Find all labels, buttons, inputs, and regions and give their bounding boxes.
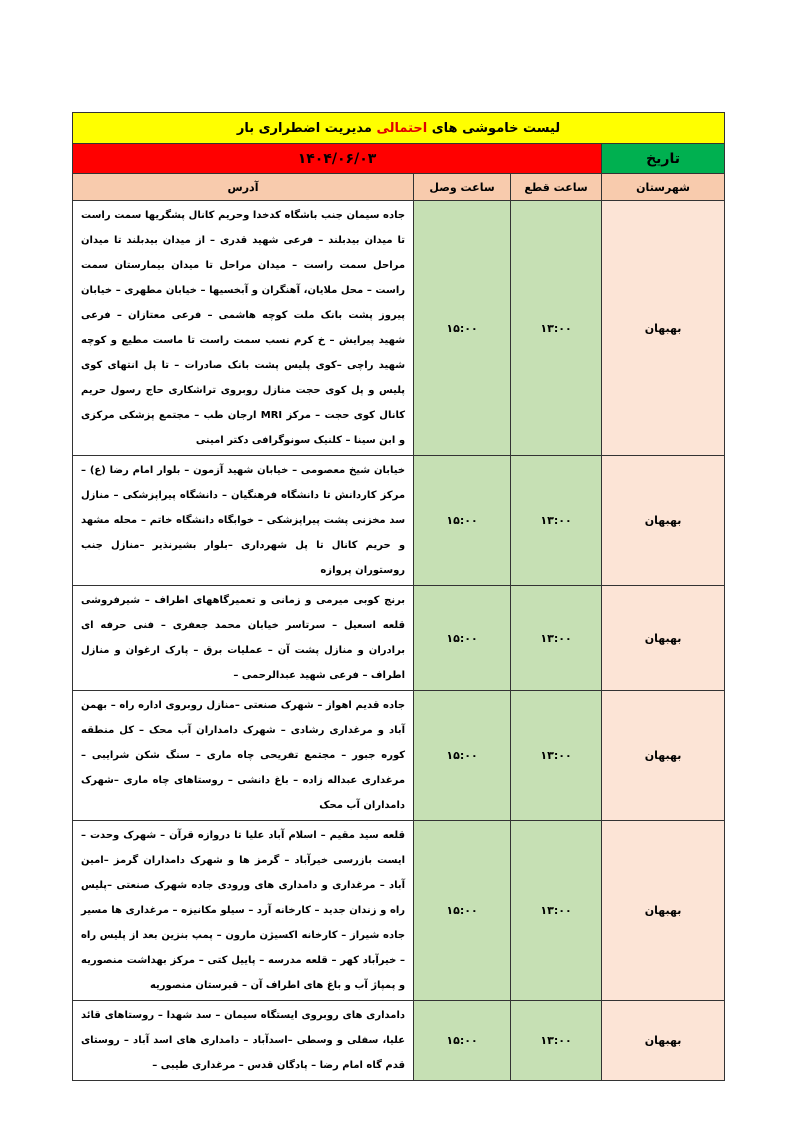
table-row xyxy=(73,691,725,821)
address-cell: جاده سیمان جنب باشگاه کدخدا وحریم کانال پشگریها سمت راست تا میدان بیدبلند – فرعی شهید قدری – از میدان بیدبلند تا میدان مراحل سمت راست – میدان مراحل تا میدان بیمارستان سمت راست – محل ملایان، آهنگران و آبخسیها – خیابان مطهری – خیابان پیروز پشت بانک ملت کوچه هاشمی – فرعی معتازان – فرعی شهید پیرایش – خ کرم نسب سمت راست تا ماست مطیع و کوچه شهید راچی –کوی پلیس پشت بانک صادرات – تا پل انتهای کوی پلیس و پل کوی حجت منازل روبروی تراشکاری حاج رسول حریم کانال کوی حجت – مرکز MRI ارجان طب – مجتمع پزشکی مرکزی و ابن سینا – کلنیک سونوگرافی دکتر امینی xyxy=(73,201,414,456)
date-value: ۱۴۰۴/۰۶/۰۳ xyxy=(73,144,602,174)
city-cell: بهبهان xyxy=(602,821,725,1001)
cut-time-cell: ۱۳:۰۰ xyxy=(511,1001,602,1081)
title-row xyxy=(73,113,725,144)
date-row xyxy=(73,144,725,174)
city-cell: بهبهان xyxy=(602,456,725,586)
connect-time-cell: ۱۵:۰۰ xyxy=(414,586,511,691)
city-cell: بهبهان xyxy=(602,1001,725,1081)
cut-time-cell: ۱۳:۰۰ xyxy=(511,456,602,586)
column-header-row xyxy=(73,174,725,201)
title-highlight: احتمالی xyxy=(376,120,428,136)
connect-time-cell: ۱۵:۰۰ xyxy=(414,201,511,456)
city-cell: بهبهان xyxy=(602,586,725,691)
address-cell: جاده قدیم اهواز – شهرک صنعتی –منازل روبروی اداره راه – بهمن آباد و مرغداری رشادی – شهرک دامداران آب محک – کل منطقه کوره جبور – مجتمع تفریحی چاه ماری – سنگ شکن شرایبی –مرغداری عبداله زاده – باغ دانشی – روستاهای چاه ماری –شهرک دامداران آب محک xyxy=(73,691,414,821)
table-row xyxy=(73,821,725,1001)
header-cut-time: ساعت قطع xyxy=(511,174,602,201)
header-connect-time: ساعت وصل xyxy=(414,174,511,201)
address-cell: قلعه سید مقیم – اسلام آباد علیا تا دروازه قرآن – شهرک وحدت – ایست بازرسی خیرآباد – گرمز ها و شهرک دامداران گرمز –امین آباد – مرغداری و دامداری های ورودی جاده شهرک صنعتی –پلیس راه و زندان جدید – کارخانه آرد – سیلو مکانیزه – مرغداری ها مسیر جاده شیراز – کارخانه اکسیژن مارون – پمپ بنزین بعد از پلیس راه – خیرآباد کهر – قلعه مدرسه – پاییل کتی – مرکز بهداشت منصوریه و پمپاژ آب و باغ های اطراف آن – قبرستان منصوریه xyxy=(73,821,414,1001)
title-part1: لیست خاموشی های xyxy=(431,120,561,136)
outage-table xyxy=(72,112,725,1081)
cut-time-cell: ۱۳:۰۰ xyxy=(511,586,602,691)
outage-sheet xyxy=(72,112,724,1081)
city-cell: بهبهان xyxy=(602,201,725,456)
connect-time-cell: ۱۵:۰۰ xyxy=(414,821,511,1001)
cut-time-cell: ۱۳:۰۰ xyxy=(511,691,602,821)
connect-time-cell: ۱۵:۰۰ xyxy=(414,691,511,821)
address-cell: دامداری های روبروی ایستگاه سیمان – سد شهدا – روستاهای قائد علیا، سفلی و وسطی –اسدآباد – دامداری های اسد آباد – روستای قدم گاه امام رضا – پادگان قدس – مرغداری طیبی – xyxy=(73,1001,414,1081)
address-cell: خیابان شیخ معصومی – خیابان شهید آزمون – بلوار امام رضا (ع) – مرکز کاردانش تا دانشگاه فرهنگیان – دانشگاه پیراپزشکی – منازل سد مخزنی پشت پیراپزشکی – خوابگاه دانشگاه خاتم – محله مشهد و حریم کانال تا پل شهرداری –بلوار بشیرنذیر –منازل جنب روستوران پروازه xyxy=(73,456,414,586)
table-row xyxy=(73,1001,725,1081)
document-title xyxy=(73,113,725,144)
header-city: شهرستان xyxy=(602,174,725,201)
cut-time-cell: ۱۳:۰۰ xyxy=(511,821,602,1001)
table-row xyxy=(73,586,725,691)
table-row xyxy=(73,456,725,586)
table-row xyxy=(73,201,725,456)
cut-time-cell: ۱۳:۰۰ xyxy=(511,201,602,456)
connect-time-cell: ۱۵:۰۰ xyxy=(414,1001,511,1081)
address-cell: برنج کوبی میرمی و زمانی و تعمیرگاههای اطراف – شیرفروشی قلعه اسعیل – سرتاسر خیابان محمد جعفری – فنی حرفه ای برادران و منازل پشت آن – عملیات برق – پارک ارغوان و منازل اطراف – فرعی شهید عبدالرحمی – xyxy=(73,586,414,691)
date-label: تاریخ xyxy=(602,144,725,174)
city-cell: بهبهان xyxy=(602,691,725,821)
title-part2: مدیریت اضطراری بار xyxy=(236,120,372,136)
header-address: آدرس xyxy=(73,174,414,201)
connect-time-cell: ۱۵:۰۰ xyxy=(414,456,511,586)
